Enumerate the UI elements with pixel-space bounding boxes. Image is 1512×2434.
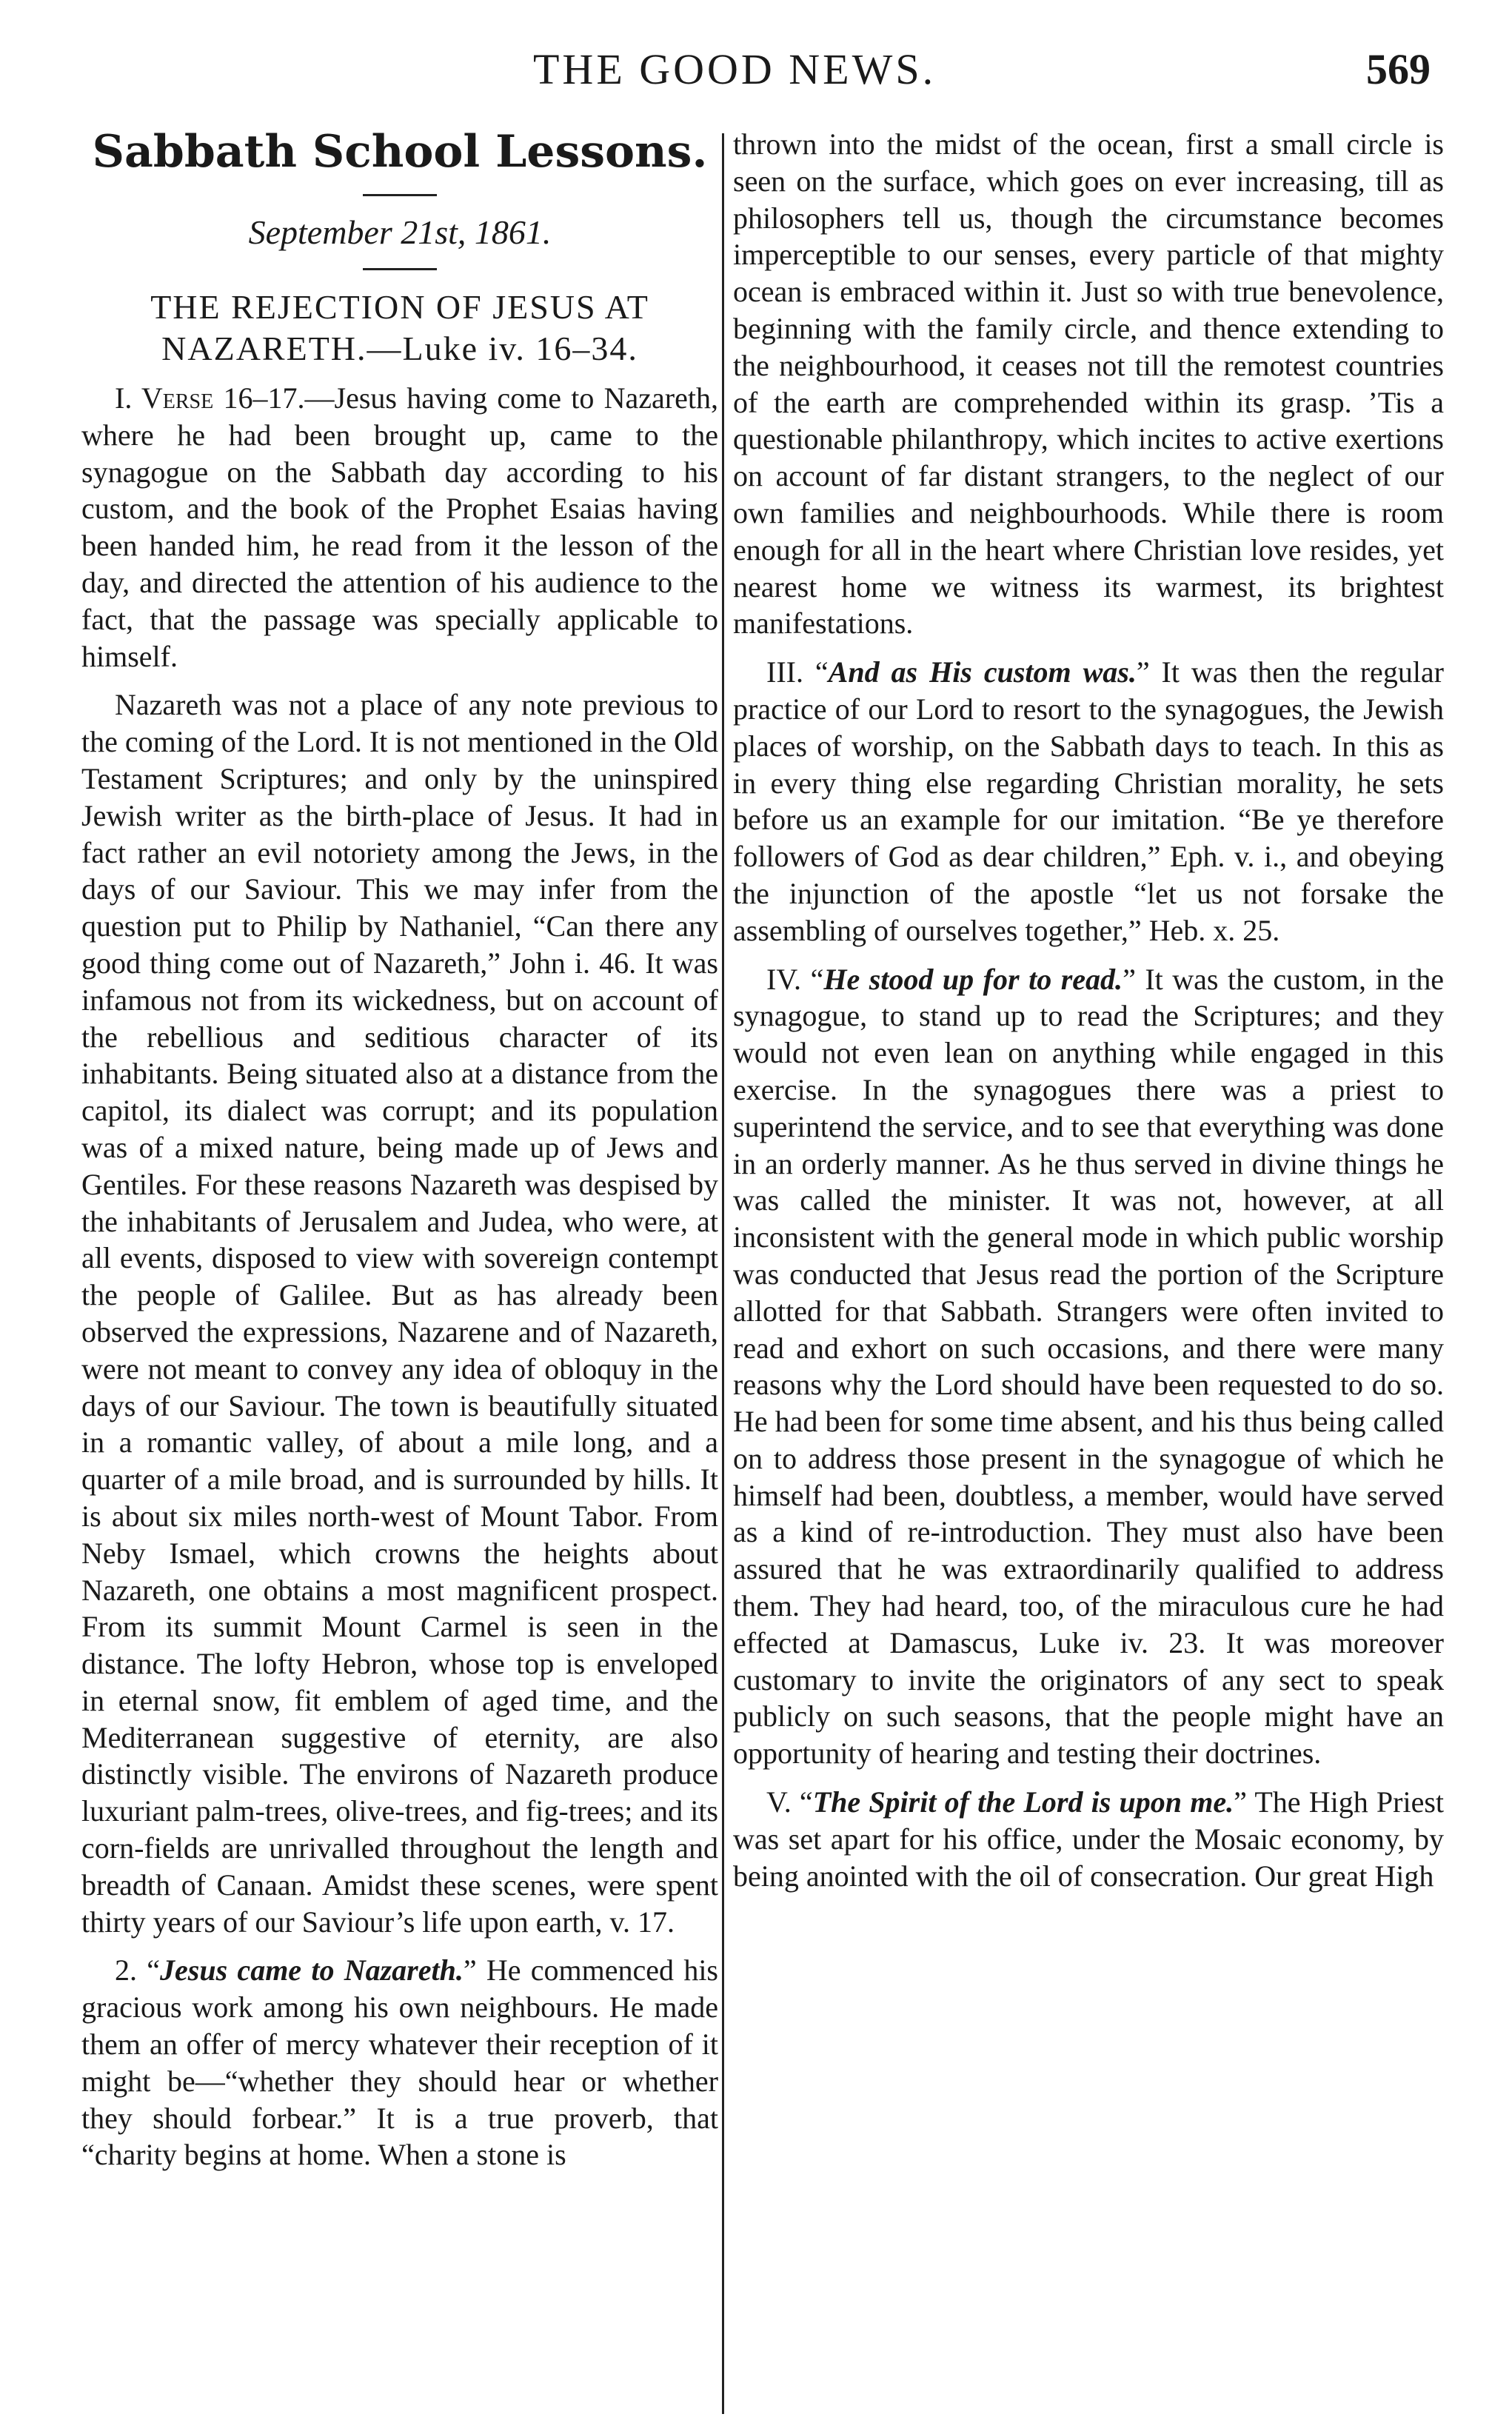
paragraph-ocean: thrown into the midst of the ocean, first a small circle is seen on the surface, which goes on ever increasing, till as philosophers tell us, though the circumstance becomes imperceptible to our senses, every particle of that mighty ocean is embraced within it. Just so with true benevolence, beginning with the family circle, and thence extending to the neighbourhood, it ceases not till the remotest countries of the earth are comprehended within its grasp. ’Tis a questionable philanthropy, which incites to active exertions on account of far distant strangers, to the neglect of our own families and neighbourhoods. While there is room enough for all in the heart where Christian love resides, yet nearest home we witness its warmest, its brightest manifestations. [733, 127, 1444, 641]
date-rule [363, 268, 437, 270]
paragraph-spirit [733, 1784, 1444, 1894]
quoted-heading: And as His custom was. [828, 655, 1137, 689]
lesson-title-line-2: NAZARETH.—Luke iv. 16–34. [161, 330, 638, 367]
section-number: 2. “ [115, 1953, 161, 1987]
running-title: THE GOOD NEWS. [533, 45, 937, 93]
heading-rule [363, 194, 437, 196]
paragraph-text: ” It was then the regular practice of our Lord to resort to the synagogues, the Jewish places of worship, on the Sabbath days to teach. In this as in every thing else regarding Christian morality, he sets before us an example for our imitation. “Be ye therefore followers of God as dear children,” Eph. v. i., and obeying the injunction of the apostle “let us not forsake the assembling of ourselves together,” Heb. x. 25. [733, 655, 1445, 947]
paragraph-stood-up [733, 961, 1444, 1773]
paragraph-text: —Jesus having come to Nazareth, where he had been brought up, came to the synagogue on the Sabbath day according to his custom, and the book of the Prophet Esaias having been handed him, he read from it the lesson of the day, and directed the attention of his audience to the fact, that the passage was specially applicable to himself. [81, 381, 718, 673]
quoted-heading: The Spirit of the Lord is upon me. [812, 1785, 1234, 1819]
page-number: 569 [1366, 45, 1431, 93]
section-heading: Sabbath School Lessons. [92, 126, 708, 178]
paragraph-text: ” The High Priest was set apart for his office, under the Mosaic economy, by being anointed with the oil of consecration. Our great High [733, 1785, 1445, 1893]
paragraph-jesus-came [81, 1952, 718, 2173]
right-column [733, 126, 1444, 1894]
quoted-heading: He stood up for to read. [823, 962, 1123, 996]
paragraph-text: ” He commenced his gracious work among his own neighbours. He made them an offer of mercy whatever their reception of it might be—“whether they should hear or whether they should forbear.” It is a true proverb, that “charity begins at home. When a stone is [81, 1953, 718, 2172]
lesson-date: September 21st, 1861. [248, 213, 552, 251]
section-number: V. “ [766, 1785, 813, 1819]
paragraph-nazareth: Nazareth was not a place of any note previous to the coming of the Lord. It is not mentioned in the Old Testament Scriptures; and only by the uninspired Jewish writer as the birth-place of Jesus. It had in fact rather an evil notoriety among the Jews, in the days of our Saviour. This we may infer from the question put to Philip by Nathaniel, “Can there any good thing come out of Nazareth,” John i. 46. It was infamous not from its wickedness, but on account of the rebellious and seditious character of its inhabitants. Being situated also at a distance from the capitol, its dialect was corrupt; and its population was of a mixed nature, being made up of Jews and Gentiles. For these reasons Nazareth was despised by the inhabitants of Jerusalem and Judea, who were, at all events, disposed to view with sovereign contempt the people of Galilee. But as has already been observed the expressions, Nazarene and of Nazareth, were not meant to convey any idea of obloquy in the days of our Saviour. The town is beautifully situated in a romantic valley, of about a mile long, and a quarter of a mile broad, and is surrounded by hills. It is about six miles north-west of Mount Tabor. From Neby Ismael, which crowns the heights about Nazareth, one obtains a most magnificent prospect. From its summit Mount Carmel is seen in the distance. The lofty Hebron, whose top is enveloped in eternal snow, fit emblem of aged time, and the Mediterranean suggestive of eternity, are also distinctly visible. The environs of Nazareth produce luxuriant palm-trees, olive-trees, and fig-trees; and its corn-fields are unrivalled throughout the length and breadth of Canaan. Amidst these scenes, were spent thirty years of our Saviour’s life upon earth, v. 17. [81, 688, 718, 1939]
verse-label: I. Verse 16–17. [115, 381, 305, 415]
paragraph-his-custom [733, 654, 1444, 949]
column-rule [722, 133, 724, 2414]
paragraph-text: ” It was the custom, in the synagogue, to stand up to read the Scriptures; and they would not even lean on anything while engaged in this exercise. In the synagogues there was a priest to superintend the service, and to see that everything was done in an orderly manner. As he thus served in divine things he was called the minister. It was not, however, at all inconsistent with the general mode in which public worship was conducted that Jesus read the portion of the Scripture allotted for that Sabbath. Strangers were often invited to read and exhort on such occasions, and there were many reasons why the Lord should have been requested to do so. He had been for some time absent, and his thus being called on to address those present in the synagogue of which he himself had been, doubtless, a member, would have served as a kind of re-introduction. They must also have been assured that he was extraordinarily qualified to address them. They had heard, too, of the miraculous cure he had effected at Damascus, Luke iv. 23. It was moreover customary to invite the originators of any sect to speak publicly on such seasons, that the people might have an opportunity of hearing and testing their doctrines. [733, 962, 1444, 1771]
lesson-title-line-1: THE REJECTION OF JESUS AT [150, 288, 649, 326]
section-number: III. “ [766, 655, 829, 689]
running-head [0, 44, 1512, 111]
section-number: IV. “ [766, 962, 824, 996]
left-column [81, 126, 718, 2173]
paragraph-verse-16-17 [81, 380, 718, 675]
lesson-title [81, 287, 718, 370]
quoted-heading: Jesus came to Nazareth. [160, 1953, 464, 1987]
